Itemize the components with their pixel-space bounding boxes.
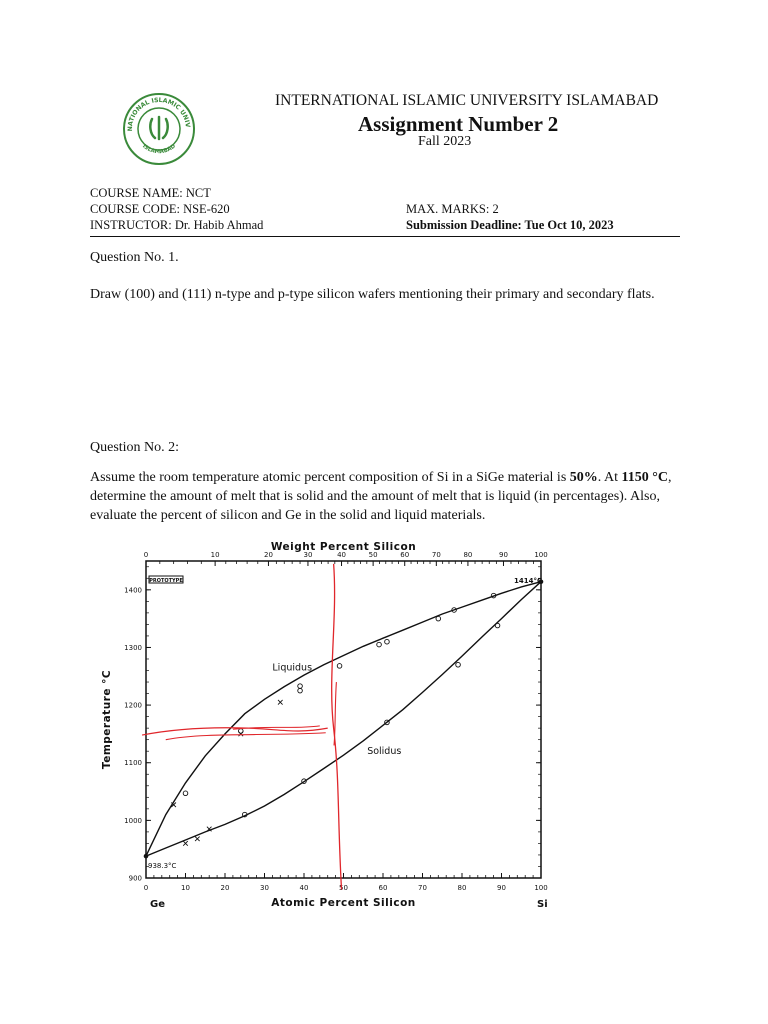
x-tick-label: 60 [378,884,388,892]
top-tick-label: 90 [499,551,508,559]
data-point-circle [436,616,441,621]
data-point-circle [495,623,500,628]
data-point-cross [183,841,188,846]
top-tick-label: 30 [303,551,313,559]
top-tick-label: 50 [368,551,378,559]
x-tick-label: 80 [457,884,467,892]
top-tick-label: 10 [210,551,220,559]
legend-box-text: PROTOTYPE [149,578,183,584]
q2-composition: 50% [569,470,598,485]
data-point-cross [195,837,200,842]
data-point-circle [183,791,188,796]
data-point-circle [337,664,342,669]
course-name: COURSE NAME: NCT [90,186,211,200]
y-tick-label: 900 [128,874,142,883]
max-marks: MAX. MARKS: 2 [406,202,499,216]
data-point-circle [456,662,461,667]
ge-label: Ge [150,899,165,910]
x-tick-label: 90 [497,884,506,892]
liquidus-curve [146,582,541,856]
si-melting-label: 1414°C [514,577,543,585]
y-tick-label: 1000 [124,816,142,825]
top-tick-label: 70 [431,551,441,559]
x-tick-label: 50 [339,884,348,892]
y-tick-label: 1200 [124,701,142,710]
logo-top-text: NATIONAL ISLAMIC UNIV [126,96,192,132]
x-tick-label: 0 [143,884,149,892]
liquidus-label: Liquidus [272,662,313,674]
x-tick-label: 100 [534,884,548,892]
top-tick-label: 100 [534,551,548,559]
data-point-circle [385,639,390,644]
x-tick-label: 40 [299,884,309,892]
handdrawn-vertical-stroke [334,682,336,745]
q2-text-part: Assume the room temperature atomic percent composition of Si in a SiGe material is [90,470,570,485]
instructor: INSTRUCTOR: Dr. Habib Ahmad [90,218,264,232]
y-tick-label: 1100 [124,759,142,768]
q2-text-part: , determine the amount of melt that is solid and the amount of melt that is liquid (in percentages). Also, evaluate the percent of silicon and Ge in the solid and liquid materials. [90,470,672,523]
x-tick-label: 20 [220,884,230,892]
q2-text-part: . At [597,470,622,485]
data-point-circle [298,684,303,689]
phase-diagram-svg [100,536,560,916]
solidus-label: Solidus [367,746,402,758]
handdrawn-tieline-2 [166,733,326,740]
question-2-text [90,468,690,525]
ge-melting-point [144,854,149,859]
x-tick-label: 30 [260,884,269,892]
data-point-cross [239,732,244,737]
x-axis-title: Atomic Percent Silicon [271,897,416,909]
assignment-title: Assignment Number 2 [358,112,559,136]
data-point-circle [377,642,382,647]
x-tick-label: 10 [181,884,190,892]
y-tick-label: 1300 [124,643,142,652]
ge-melting-label: 938.3°C [148,862,177,871]
question-1-text: Draw (100) and (111) n-type and p-type silicon wafers mentioning their primary and secondary flats. [90,287,655,302]
top-tick-label: 40 [337,551,346,559]
top-tick-label: 20 [263,551,273,559]
header-divider [90,236,680,237]
y-axis-title: Temperature °C [101,669,113,770]
phase-diagram [100,536,560,921]
question-2-heading: Question No. 2: [90,440,180,455]
si-label: Si [537,899,548,910]
top-tick-label: 0 [143,551,149,559]
data-point-circle [298,688,303,693]
plot-frame [146,561,541,878]
top-tick-label: 60 [400,551,410,559]
submission-deadline: Submission Deadline: Tue Oct 10, 2023 [406,218,614,232]
question-1-heading: Question No. 1. [90,250,179,265]
logo-bottom-text: ISLAMABAD [141,143,177,156]
solidus-curve [146,582,541,856]
x-tick-label: 70 [418,884,427,892]
course-code: COURSE CODE: NSE-620 [90,202,230,216]
q2-temperature: 1150 °C [621,470,668,485]
top-tick-label: 80 [463,551,473,559]
svg-text:ISLAMABAD [141,143,177,155]
university-name: INTERNATIONAL ISLAMIC UNIVERSITY ISLAMABAD [275,92,659,109]
handdrawn-vertical-line [332,564,342,890]
term-label: Fall 2023 [418,134,472,149]
top-axis-title: Weight Percent Silicon [270,541,417,553]
data-point-cross [278,700,283,705]
y-tick-label: 1400 [124,586,142,595]
